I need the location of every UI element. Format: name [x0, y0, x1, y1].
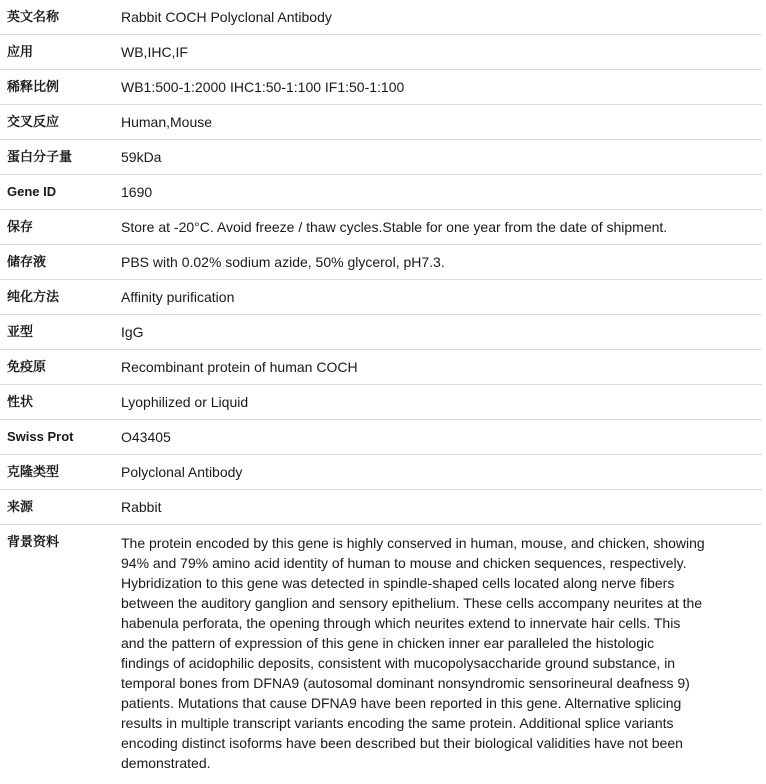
background-text-line: between the auditory ganglion and sensory epithelium. These cells accompany neurites at the — [121, 595, 703, 611]
spec-value: Recombinant protein of human COCH — [121, 350, 762, 385]
spec-label: 稀释比例 — [0, 70, 121, 105]
spec-label: 保存 — [0, 210, 121, 245]
spec-label: 克隆类型 — [0, 455, 121, 490]
spec-label: 免疫原 — [0, 350, 121, 385]
spec-row — [0, 315, 762, 350]
spec-row — [0, 0, 762, 35]
spec-label: 英文名称 — [0, 0, 121, 35]
spec-row — [0, 280, 762, 315]
background-text-line: findings of acidophilic deposits, consistent with mucopolysaccharide ground substance, in — [121, 655, 676, 671]
background-text-line: 94% and 79% amino acid identity of human to mouse and chicken sequences, respectively. — [121, 555, 687, 571]
spec-row — [0, 455, 762, 490]
spec-label: 性状 — [0, 385, 121, 420]
spec-label: 亚型 — [0, 315, 121, 350]
spec-row — [0, 175, 762, 210]
background-text-line: habenula perforata, the opening through which neurites extend to innervate hair cells. This — [121, 615, 681, 631]
spec-value: O43405 — [121, 420, 762, 455]
spec-row — [0, 140, 762, 175]
spec-value: Human,Mouse — [121, 105, 762, 140]
spec-value: Lyophilized or Liquid — [121, 385, 762, 420]
spec-row — [0, 70, 762, 105]
background-text-line: temporal bones from DFNA9 (autosomal dominant nonsyndromic sensorineural deafness 9) — [121, 675, 690, 691]
background-text-line: encoding distinct isoforms have been described but their biological validities have not been — [121, 735, 683, 751]
spec-label: 储存液 — [0, 245, 121, 280]
spec-row — [0, 35, 762, 70]
background-text-line: The protein encoded by this gene is highly conserved in human, mouse, and chicken, showing — [121, 535, 705, 551]
spec-label: Swiss Prot — [0, 420, 121, 455]
spec-row — [0, 420, 762, 455]
spec-value: Store at -20°C. Avoid freeze / thaw cycles.Stable for one year from the date of shipment. — [121, 210, 762, 245]
spec-row — [0, 105, 762, 140]
spec-label: 蛋白分子量 — [0, 140, 121, 175]
background-text-line: results in multiple transcript variants encoding the same protein. Additional splice variants — [121, 715, 674, 731]
background-text-line: Hybridization to this gene was detected in spindle-shaped cells located along nerve fibers — [121, 575, 675, 591]
spec-row — [0, 350, 762, 385]
spec-value: Rabbit — [121, 490, 762, 525]
background-text-line: demonstrated. — [121, 755, 211, 771]
spec-label: 纯化方法 — [0, 280, 121, 315]
spec-value: PBS with 0.02% sodium azide, 50% glycerol, pH7.3. — [121, 245, 762, 280]
spec-label: 应用 — [0, 35, 121, 70]
spec-label: 来源 — [0, 490, 121, 525]
spec-row — [0, 385, 762, 420]
spec-value: WB,IHC,IF — [121, 35, 762, 70]
background-label: 背景资料 — [7, 534, 60, 549]
spec-row — [0, 210, 762, 245]
spec-value: Affinity purification — [121, 280, 762, 315]
spec-value: Polyclonal Antibody — [121, 455, 762, 490]
spec-value: IgG — [121, 315, 762, 350]
background-text — [121, 525, 762, 774]
background-text-line: patients. Mutations that cause DFNA9 have been reported in this gene. Alternative splicing — [121, 695, 682, 711]
spec-label: Gene ID — [0, 175, 121, 210]
spec-row — [0, 245, 762, 280]
spec-label: 交叉反应 — [0, 105, 121, 140]
background-text-line: and the pattern of expression of this gene in chicken inner ear paralleled the histologic — [121, 635, 655, 651]
spec-value: WB1:500-1:2000 IHC1:50-1:100 IF1:50-1:100 — [121, 70, 762, 105]
spec-value: 1690 — [121, 175, 762, 210]
spec-value: 59kDa — [121, 140, 762, 175]
spec-value: Rabbit COCH Polyclonal Antibody — [121, 0, 762, 35]
spec-row — [0, 490, 762, 525]
background-row — [0, 525, 762, 774]
